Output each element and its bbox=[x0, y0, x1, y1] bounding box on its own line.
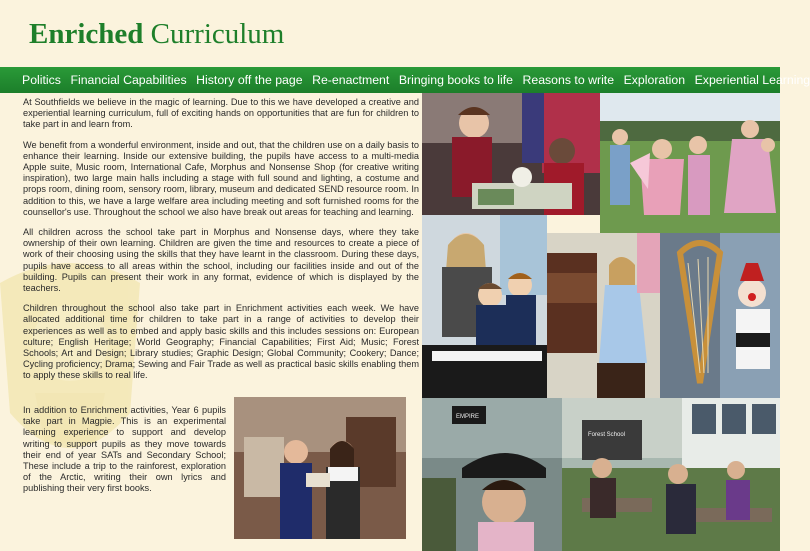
title-bold: Enriched bbox=[29, 18, 144, 50]
nav-item-politics[interactable]: Politics bbox=[22, 73, 61, 87]
photo-wartime-reenactment bbox=[422, 398, 562, 551]
header bbox=[0, 0, 780, 66]
magpie-paragraph: In addition to Enrichment activities, Year 6 pupils take part in Magpie. This is an experimental learning experience to support and develop writing to support pupils as they move towards their end of year SATs and Secondary School; These include a trip to the rainforest, exploration of the Arctic, writing their own lyrics and publishing their very first books. bbox=[23, 405, 226, 494]
photo-piano-teacher bbox=[422, 215, 547, 398]
sign-empire: EMPIRE bbox=[456, 414, 480, 420]
photo-girl-piano bbox=[547, 233, 660, 398]
environment-paragraph: We benefit from a wonderful environment, inside and out, that the children use on a daily basis to enhance their learning. Inside our extensive building, the pupils have access to a multi-media Apple suite, Music room, International Cafe, Morphus and Nonsense Shop (for creative writing inspiration), two large main halls including a stage with full sound and lighting, a costume and props room, dining room, sensory room, library, museum and dedicated SEND resource room. In addition to this, we have a large welfare area including meeting and soft furnished rooms for the counsellor's use. Throughout the school we also have break out areas for teaching and learning. bbox=[23, 139, 419, 217]
magpie-circle-photo bbox=[234, 397, 406, 539]
photo-fairies-field bbox=[600, 93, 780, 233]
nav-item-re-enactment[interactable]: Re-enactment bbox=[312, 73, 390, 87]
nav-bar bbox=[0, 67, 810, 93]
content-area bbox=[0, 93, 422, 551]
photo-harp-clown bbox=[660, 233, 780, 398]
nav-item-bringing-books-to-life[interactable]: Bringing books to life bbox=[398, 73, 513, 87]
enrichment-paragraph: Children throughout the school also take part in Enrichment activities each week. We have allocated additional time for children to take part in a range of activities to develop their experiences as well as to embed and apply basic skills and this includes sessions on: European culture; English Heritage; World Geography; Financial Capabilities; First Aid; Music; Forest Schools; Art and Design; Library studies; Graphic Design; Global Community; Cookery; Dance; Cycling proficiency; Drama; Sewing and Fair Trade as well as practical basic skills enabling them to apply these skills to real life. bbox=[23, 303, 419, 381]
nav-item-financial-capabilities[interactable]: Financial Capabilities bbox=[70, 73, 187, 87]
morphus-paragraph: All children across the school take part in Morphus and Nonsense days, where they take ownership of their own learning. Children are given the time and resources to create a piece of work of their choosing using the skills that they have learnt in the classroom. During these days, pupils have access to all areas within the school, including our facilities inside and out of the building. Pupils can present their work in any format, evidence of which is displayed by the teachers. bbox=[23, 227, 419, 294]
nav-item-reasons-to-write[interactable]: Reasons to write bbox=[522, 73, 615, 87]
sign-forest-school: Forest School bbox=[588, 432, 626, 438]
photo-forest-school bbox=[562, 398, 780, 551]
nav-item-history-off-the-page[interactable]: History off the page bbox=[196, 73, 303, 87]
nav-item-exploration[interactable]: Exploration bbox=[623, 73, 686, 87]
intro-paragraph: At Southfields we believe in the magic of learning. Due to this we have developed a creative and experiential learning curriculum, full of exciting hands on opportunities that are fun for children to take part in and learn from. bbox=[23, 97, 419, 130]
text-column bbox=[23, 97, 419, 391]
page-title bbox=[29, 18, 284, 51]
nav-item-experiential-learning[interactable]: Experiential Learning bbox=[694, 73, 810, 87]
title-rest: Curriculum bbox=[150, 18, 285, 50]
photo-books-reading bbox=[422, 93, 600, 215]
